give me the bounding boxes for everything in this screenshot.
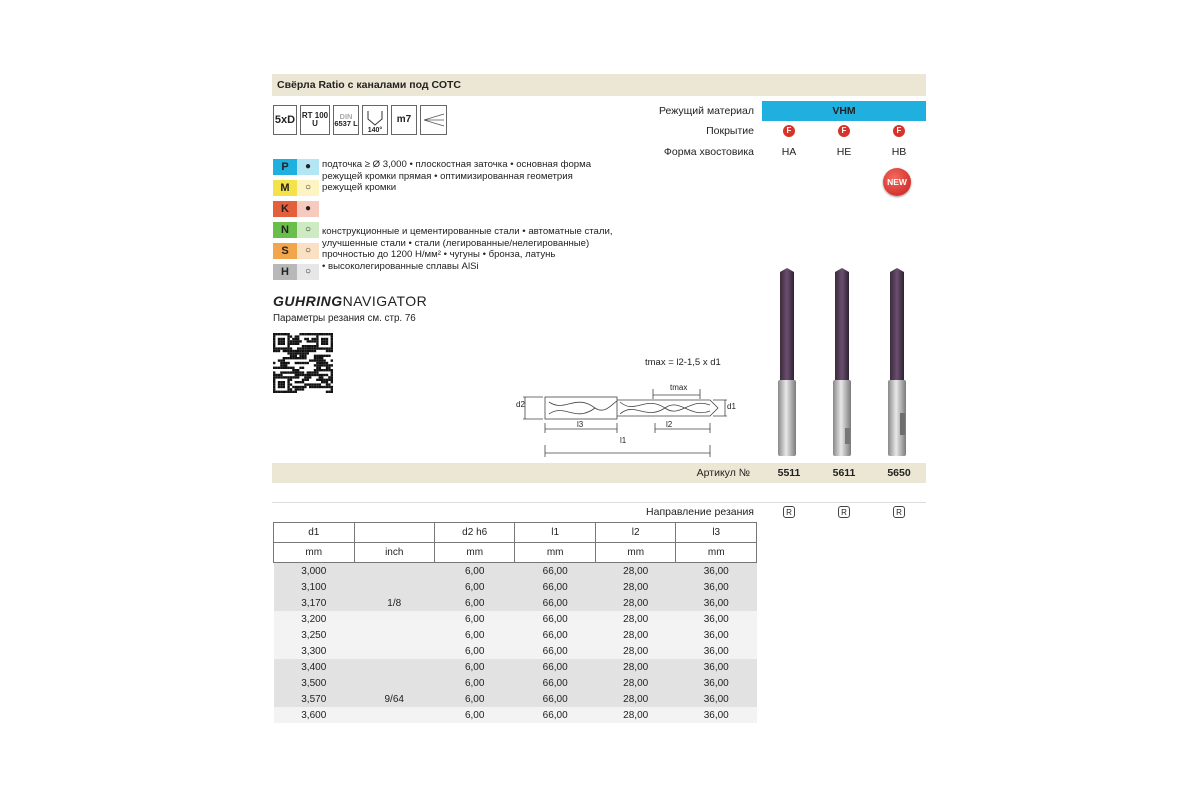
l2-label: l2: [666, 420, 673, 429]
l1-label: l1: [620, 436, 627, 445]
drill-images: [770, 268, 930, 460]
table-row: [274, 707, 757, 723]
coating-mark-3: F: [893, 125, 905, 137]
unit-cell: mm: [434, 543, 514, 563]
table-cell: 36,00: [676, 563, 757, 580]
shank-value-1: HA: [781, 146, 797, 158]
tolerance-symbol: m7: [391, 105, 417, 135]
header-cell: l2: [595, 523, 676, 543]
table-cell: [354, 643, 434, 659]
table-cell: 36,00: [676, 707, 757, 723]
table-cell: 3,250: [274, 627, 355, 643]
table-cell: 36,00: [676, 595, 757, 611]
coating-mark-2: F: [838, 125, 850, 137]
din-symbol: [333, 105, 359, 135]
cutting-material-label: Режущий материал: [659, 105, 754, 117]
dimension-table: [273, 522, 757, 723]
table-cell: 6,00: [434, 563, 514, 580]
material-suitability-mark: ●: [297, 159, 319, 175]
navigator-logo: [273, 293, 427, 309]
d1-label: d1: [727, 402, 736, 411]
cutting-material-bar: [762, 101, 926, 121]
table-cell: 28,00: [595, 611, 676, 627]
drill-5650: [888, 268, 906, 456]
coating-mark-1: F: [783, 125, 795, 137]
table-cell: 36,00: [676, 691, 757, 707]
table-row: [274, 627, 757, 643]
table-cell: 66,00: [515, 563, 596, 580]
length-symbol: 5xD: [273, 105, 297, 135]
table-row: [274, 691, 757, 707]
table-cell: 6,00: [434, 627, 514, 643]
table-cell: 6,00: [434, 643, 514, 659]
table-cell: 66,00: [515, 659, 596, 675]
material-code-k: K: [273, 201, 297, 217]
header-cell: d2 h6: [434, 523, 514, 543]
application-description: [322, 226, 642, 272]
description-line: конструкционные и цементированные стали • автоматные стали,: [322, 226, 613, 237]
table-row: [274, 659, 757, 675]
table-cell: 3,400: [274, 659, 355, 675]
material-code-h: H: [273, 264, 297, 280]
catalog-title: Свёрла Ratio с каналами под СОТС: [277, 79, 461, 91]
drill-5511: [778, 268, 796, 456]
table-cell: 36,00: [676, 643, 757, 659]
material-code-n: N: [273, 222, 297, 238]
point-angle-symbol: [362, 105, 388, 135]
catalog-title-bar: [272, 74, 926, 96]
table-cell: [354, 707, 434, 723]
table-cell: 36,00: [676, 675, 757, 691]
table-cell: 3,300: [274, 643, 355, 659]
cutting-direction-label: Направление резания: [646, 506, 754, 518]
table-cell: 6,00: [434, 675, 514, 691]
drill-dimension-drawing: [515, 375, 745, 460]
table-cell: 66,00: [515, 579, 596, 595]
header-cell: [354, 523, 434, 543]
tmax-label: tmax: [670, 383, 688, 392]
unit-cell: mm: [515, 543, 596, 563]
article-number-bar: [272, 463, 926, 483]
tmax-formula: tmax = l2-1,5 x d1: [645, 357, 721, 368]
table-cell: 3,600: [274, 707, 355, 723]
table-cell: 3,570: [274, 691, 355, 707]
material-suitability-mark: ○: [297, 243, 319, 259]
material-suitability-mark: ●: [297, 201, 319, 217]
right-hand-icon: R: [783, 506, 795, 518]
header-cell: d1: [274, 523, 355, 543]
table-row: [274, 579, 757, 595]
table-cell: 6,00: [434, 691, 514, 707]
material-code-s: S: [273, 243, 297, 259]
geometry-description: [322, 159, 642, 194]
description-line: улучшенные стали • стали (легированные/нелегированные): [322, 237, 590, 249]
table-cell: 28,00: [595, 675, 676, 691]
rt-symbol-top: RT 100: [301, 111, 329, 120]
table-cell: 6,00: [434, 579, 514, 595]
table-cell: 6,00: [434, 611, 514, 627]
table-cell: [354, 611, 434, 627]
coating-label: Покрытие: [706, 125, 754, 137]
table-units-row: [274, 543, 757, 563]
shank-value-2: HE: [836, 146, 852, 158]
table-cell: 28,00: [595, 595, 676, 611]
table-cell: 6,00: [434, 595, 514, 611]
coolant-channel-icon: [423, 111, 445, 129]
point-angle-label: 140°: [367, 127, 383, 134]
coolant-symbol: [420, 105, 447, 135]
table-cell: 36,00: [676, 659, 757, 675]
cutting-material-value: VHM: [832, 105, 856, 117]
article-5611: 5611: [832, 467, 856, 479]
drill-5611: [833, 268, 851, 456]
table-cell: 66,00: [515, 707, 596, 723]
table-cell: [354, 563, 434, 580]
table-cell: 36,00: [676, 611, 757, 627]
new-badge: NEW: [883, 168, 911, 196]
unit-cell: inch: [354, 543, 434, 563]
table-cell: 66,00: [515, 675, 596, 691]
rt-symbol-bottom: U: [312, 119, 318, 128]
right-hand-icon: R: [838, 506, 850, 518]
table-cell: 28,00: [595, 563, 676, 580]
shank-label: Форма хвостовика: [663, 146, 754, 158]
divider: [272, 502, 926, 503]
rt-symbol: [300, 105, 330, 135]
table-row: [274, 611, 757, 627]
table-cell: 3,000: [274, 563, 355, 580]
description-line: • высоколегированные сплавы AlSi: [322, 260, 479, 272]
table-cell: 28,00: [595, 627, 676, 643]
table-row: [274, 563, 757, 580]
l3-label: l3: [577, 420, 584, 429]
table-cell: 3,200: [274, 611, 355, 627]
table-cell: 1/8: [354, 595, 434, 611]
table-cell: 9/64: [354, 691, 434, 707]
table-cell: [354, 627, 434, 643]
material-code-p: P: [273, 159, 297, 175]
table-cell: 28,00: [595, 659, 676, 675]
table-cell: 28,00: [595, 643, 676, 659]
article-label: Артикул №: [696, 467, 750, 479]
table-cell: 66,00: [515, 643, 596, 659]
unit-cell: mm: [595, 543, 676, 563]
right-hand-icon: R: [893, 506, 905, 518]
navigator-product: NAVIGATOR: [342, 293, 428, 309]
material-suitability-mark: ○: [297, 222, 319, 238]
table-cell: 66,00: [515, 595, 596, 611]
description-line: режущей кромки: [322, 182, 397, 193]
table-cell: 6,00: [434, 707, 514, 723]
table-cell: 6,00: [434, 659, 514, 675]
table-cell: [354, 675, 434, 691]
table-cell: 3,500: [274, 675, 355, 691]
unit-cell: mm: [676, 543, 757, 563]
din-symbol-top: DIN: [339, 111, 353, 121]
table-cell: 36,00: [676, 579, 757, 595]
table-cell: 66,00: [515, 627, 596, 643]
shank-value-3: HB: [891, 146, 907, 158]
table-cell: [354, 579, 434, 595]
table-cell: 36,00: [676, 627, 757, 643]
table-row: [274, 595, 757, 611]
unit-cell: mm: [274, 543, 355, 563]
table-cell: 66,00: [515, 691, 596, 707]
d2-label: d2: [516, 400, 525, 409]
cutting-parameters-note: Параметры резания см. стр. 76: [273, 313, 416, 324]
header-cell: l3: [676, 523, 757, 543]
description-line: подточка ≥ Ø 3,000 • плоскостная заточка • основная форма: [322, 159, 592, 170]
table-row: [274, 643, 757, 659]
table-cell: 28,00: [595, 579, 676, 595]
table-row: [274, 675, 757, 691]
description-line: прочностью до 1200 Н/мм² • чугуны • бронза, латунь: [322, 249, 556, 260]
material-suitability-mark: ○: [297, 264, 319, 280]
qr-code-icon: [273, 333, 333, 395]
header-cell: l1: [515, 523, 596, 543]
description-line: режущей кромки прямая • оптимизированная геометрия: [322, 170, 573, 182]
table-cell: 28,00: [595, 707, 676, 723]
article-5511: 5511: [777, 467, 801, 479]
drill-point-icon: [366, 111, 384, 127]
navigator-brand: GUHRING: [273, 293, 343, 309]
article-5650: 5650: [887, 467, 911, 479]
table-header-row: [274, 523, 757, 543]
table-cell: 3,170: [274, 595, 355, 611]
table-cell: 3,100: [274, 579, 355, 595]
table-cell: 66,00: [515, 611, 596, 627]
material-code-m: M: [273, 180, 297, 196]
table-cell: [354, 659, 434, 675]
material-suitability-mark: ○: [297, 180, 319, 196]
table-cell: 28,00: [595, 691, 676, 707]
din-symbol-bottom: 6537 L: [334, 119, 358, 128]
